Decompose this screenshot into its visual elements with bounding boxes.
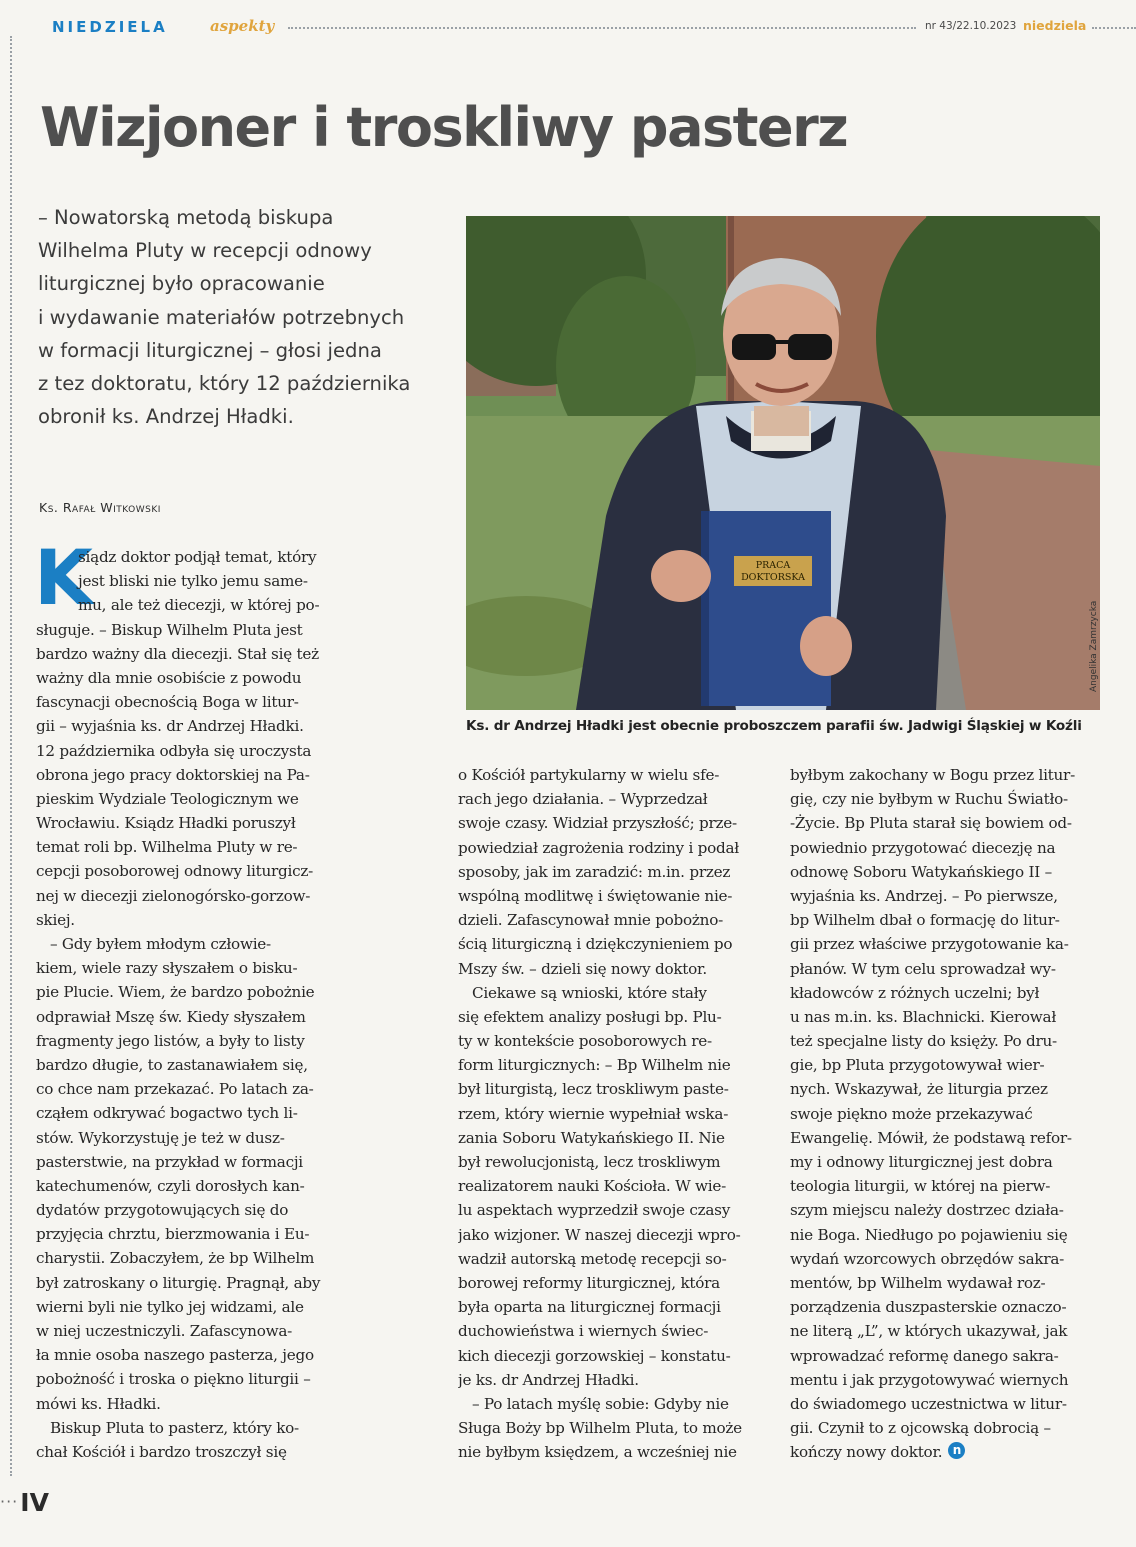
priest-photo-illustration xyxy=(466,216,1100,710)
page-header xyxy=(10,16,1126,42)
book-label-line-1: PRACA xyxy=(755,560,791,571)
text-line: pie Plucie. Wiem, że bardzo pobożnie xyxy=(36,983,315,1002)
text-line: obrona jego pracy doktorskiej na Pa- xyxy=(36,765,310,784)
text-line: w niej uczestniczyli. Zafascynowa- xyxy=(36,1322,293,1340)
text-line: do świadomego uczestnictwa w litur- xyxy=(790,1394,1067,1413)
text-line: kiem, wiele razy słyszałem o bisku- xyxy=(36,959,298,978)
header-issue: nr 43/22.10.2023 xyxy=(925,20,1017,32)
text-line: wierni byli nie tylko jej widzami, ale xyxy=(36,1297,304,1316)
text-line: wspólną modlitwę i świętowanie nie- xyxy=(458,886,733,905)
text-line: Biskup Pluta to pasterz, który ko- xyxy=(50,1418,299,1437)
article-column-2 xyxy=(458,763,768,1464)
text-line: Ciekawe są wnioski, które stały xyxy=(472,983,707,1002)
text-line: jest bliski nie tylko jemu same- xyxy=(78,572,308,591)
lead-line: z tez doktoratu, który 12 października xyxy=(38,372,411,396)
text-line: kich diecezji gorzowskiej – konstatu- xyxy=(458,1346,731,1365)
text-line: dzieli. Zafascynował mnie pobożno- xyxy=(458,911,723,930)
text-line: temat roli bp. Wilhelma Pluty w re- xyxy=(36,838,298,857)
text-line: gie, bp Pluta przygotowywał wier- xyxy=(790,1056,1045,1075)
text-line: my i odnowy liturgicznej jest dobra xyxy=(790,1153,1053,1171)
text-line: odnowę Soboru Watykańskiego II – xyxy=(790,862,1052,881)
text-line: co chce nam przekazać. Po latach za- xyxy=(36,1080,314,1099)
lead-line: – Nowatorską metodą biskupa xyxy=(38,206,334,229)
article-column-3 xyxy=(790,763,1100,1464)
text-line: katechumenów, czyli dorosłych kan- xyxy=(36,1176,305,1195)
lead-line: w formacji liturgicznej – głosi jedna xyxy=(38,338,382,362)
text-line: 12 października odbyła się uroczysta xyxy=(36,741,312,760)
text-line: u nas m.in. ks. Blachnicki. Kierował xyxy=(790,1007,1057,1026)
text-line-last xyxy=(790,1440,1100,1464)
text-line: fascynacji obecnością Boga w litur- xyxy=(36,693,299,712)
text-line: swoje czasy. Widział przyszłość; prze- xyxy=(458,814,737,833)
text-line: – Po latach myślę sobie: Gdyby nie xyxy=(472,1394,729,1413)
text-line: pasterstwie, na przykład w formacji xyxy=(36,1152,303,1171)
text-line: skiej. xyxy=(36,910,75,929)
text-line: – Gdy byłem młodym człowie- xyxy=(50,935,271,953)
text-line: wprowadzać reformę danego sakra- xyxy=(790,1346,1059,1365)
lead-line: liturgicznej było opracowanie xyxy=(38,272,325,296)
text-line: pieskim Wydziale Teologicznym we xyxy=(36,789,299,808)
article-title: Wizjoner i troskliwy pasterz xyxy=(40,96,848,159)
text-line: gii. Czynił to z ojcowską dobrocią – xyxy=(790,1419,1051,1438)
text-line: mentów, bp Wilhelm wydawał roz- xyxy=(790,1273,1046,1292)
text-line: charystii. Zobaczyłem, że bp Wilhelm xyxy=(36,1249,315,1268)
text-line: też specjalne listy do księży. Po dru- xyxy=(790,1032,1057,1051)
header-dotted-rule-end xyxy=(1092,27,1136,29)
text-line: chał Kościół i bardzo troszczył się xyxy=(36,1442,287,1461)
text-line-final: kończy nowy doktor. xyxy=(790,1443,943,1462)
text-line: bardzo długie, to zastanawiałem się, xyxy=(36,1055,308,1074)
header-brand: NIEDZIELA xyxy=(52,18,168,36)
text-line: ne literą „L”, w których ukazywał, jak xyxy=(790,1322,1068,1341)
text-line: powiednio przygotować diecezję na xyxy=(790,838,1056,857)
text-line: Ewangelię. Mówił, że podstawą refor- xyxy=(790,1128,1072,1147)
text-line: nych. Wskazywał, że liturgia przez xyxy=(790,1080,1048,1099)
text-line: zania Soboru Watykańskiego II. Nie xyxy=(458,1128,725,1147)
text-line: cepcji posoborowej odnowy liturgicz- xyxy=(36,862,313,881)
text-line: dydatów przygotowujących się do xyxy=(36,1201,289,1220)
lead-line: obronił ks. Andrzej Hładki. xyxy=(38,405,294,429)
drop-cap: K xyxy=(34,533,93,622)
text-line: mówi ks. Hładki. xyxy=(36,1394,161,1413)
text-line: płanów. W tym celu sprowadzał wy- xyxy=(790,959,1056,978)
text-line: wadził autorską metodę recepcji so- xyxy=(458,1249,727,1268)
text-line: siądz doktor podjął temat, który xyxy=(78,548,317,566)
text-line: kładowców z różnych uczelni; był xyxy=(790,983,1040,1002)
text-line: rzem, który wiernie wypełniał wska- xyxy=(458,1104,729,1123)
photo-credit: Angelika Zamrzycka xyxy=(1089,600,1099,692)
article-byline: Ks. Rafał Witkowski xyxy=(39,500,161,515)
text-line: odprawiał Mszę św. Kiedy słyszałem xyxy=(36,1007,306,1026)
text-line: ważny dla mnie osobiście z powodu xyxy=(36,668,302,687)
text-line: Wrocławiu. Ksiądz Hładki poruszył xyxy=(36,814,296,833)
text-line: sposoby, jak im zaradzić: m.in. przez xyxy=(458,862,731,881)
text-line: gii przez właściwe przygotowanie ka- xyxy=(790,935,1069,954)
text-line: nie byłbym księdzem, a wcześniej nie xyxy=(458,1443,737,1462)
text-line: swoje piękno może przekazywać xyxy=(790,1104,1033,1123)
end-of-article-mark: n xyxy=(948,1442,965,1459)
text-line: borowej reformy liturgicznej, która xyxy=(458,1273,720,1292)
article-column-1 xyxy=(34,533,346,1464)
book-label-line-2: DOKTORSKA xyxy=(741,572,805,583)
lead-line: i wydawanie materiałów potrzebnych xyxy=(38,305,405,329)
text-line: mu, ale też diecezji, w której po- xyxy=(78,596,320,615)
text-line: -Życie. Bp Pluta starał się bowiem od- xyxy=(790,814,1072,833)
text-line: stów. Wykorzystuję je też w dusz- xyxy=(36,1128,285,1147)
text-line: gii – wyjaśnia ks. dr Andrzej Hładki. xyxy=(36,717,304,736)
text-line: sługuje. – Biskup Wilhelm Pluta jest xyxy=(36,620,303,639)
text-line: gię, czy nie byłbym w Ruchu Światło- xyxy=(790,790,1068,809)
folio-number: IV xyxy=(20,1488,49,1517)
text-line: przyjęcia chrztu, bierzmowania i Eu- xyxy=(36,1225,310,1244)
text-line: ty w kontekście posoborowych re- xyxy=(458,1032,712,1051)
text-line: form liturgicznych: – Bp Wilhelm nie xyxy=(458,1056,731,1075)
article-photo xyxy=(466,216,1100,710)
text-line: Mszy św. – dzieli się nowy doktor. xyxy=(458,959,707,978)
text-line: porządzenia duszpasterskie oznaczo- xyxy=(790,1298,1067,1317)
text-line: się efektem analizy posługi bp. Plu- xyxy=(458,1007,722,1026)
text-line: nie Boga. Niedługo po pojawieniu się xyxy=(790,1225,1068,1244)
lead-line: Wilhelma Pluty w recepcji odnowy xyxy=(38,239,372,263)
text-line: mentu i jak przygotowywać wiernych xyxy=(790,1370,1069,1389)
text-line: duchowieństwa i wiernych świec- xyxy=(458,1322,709,1341)
page-folio xyxy=(0,1488,49,1517)
text-line: cząłem odkrywać bogactwo tych li- xyxy=(36,1104,298,1123)
header-section: aspekty xyxy=(210,17,275,35)
photo-caption: Ks. dr Andrzej Hładki jest obecnie proboszczem parafii św. Jadwigi Śląskiej w Koźli xyxy=(466,718,1082,734)
text-line: bardzo ważny dla diecezji. Stał się też xyxy=(36,644,319,663)
text-line: pobożność i troska o piękno liturgii – xyxy=(36,1370,311,1389)
folio-dots: ··· xyxy=(0,1492,19,1511)
text-line: był rewolucjonistą, lecz troskliwym xyxy=(458,1153,721,1171)
text-line: rach jego działania. – Wyprzedzał xyxy=(458,790,708,809)
text-line: szym miejscu należy dostrzec działa- xyxy=(790,1201,1064,1220)
margin-dotted-rule xyxy=(10,36,12,1476)
text-line: jako wizjoner. W naszej diecezji wpro- xyxy=(458,1225,741,1244)
text-line: o Kościół partykularny w wielu sfe- xyxy=(458,766,720,784)
text-line: byłbym zakochany w Bogu przez litur- xyxy=(790,766,1075,784)
text-line: lu aspektach wyprzedził swoje czasy xyxy=(458,1201,731,1220)
text-line: je ks. dr Andrzej Hładki. xyxy=(458,1370,639,1389)
text-line: bp Wilhelm dbał o formację do litur- xyxy=(790,911,1060,930)
article-lead xyxy=(38,201,448,433)
header-dotted-rule xyxy=(288,27,916,29)
text-line: Sługa Boży bp Wilhelm Pluta, to może xyxy=(458,1419,742,1438)
text-line: był liturgistą, lecz troskliwym paste- xyxy=(458,1080,729,1099)
text-line: fragmenty jego listów, a były to listy xyxy=(36,1031,305,1050)
text-line: powiedział zagrożenia rodziny i podał xyxy=(458,838,739,857)
text-line: wydań wzorcowych obrzędów sakra- xyxy=(790,1249,1065,1268)
text-line: wyjaśnia ks. Andrzej. – Po pierwsze, xyxy=(790,886,1058,905)
text-line: była oparta na liturgicznej formacji xyxy=(458,1298,721,1317)
text-line: ścią liturgiczną i dziękczynieniem po xyxy=(458,935,733,954)
text-line: ła mnie osoba naszego pasterza, jego xyxy=(36,1346,314,1365)
text-line: realizatorem nauki Kościoła. W wie- xyxy=(458,1177,726,1196)
header-publication: niedziela xyxy=(1023,18,1087,33)
text-line: był zatroskany o liturgię. Pragnął, aby xyxy=(36,1273,321,1292)
text-line: teologia liturgii, w której na pierw- xyxy=(790,1177,1051,1196)
text-line: nej w diecezji zielonogórsko-gorzow- xyxy=(36,886,311,905)
